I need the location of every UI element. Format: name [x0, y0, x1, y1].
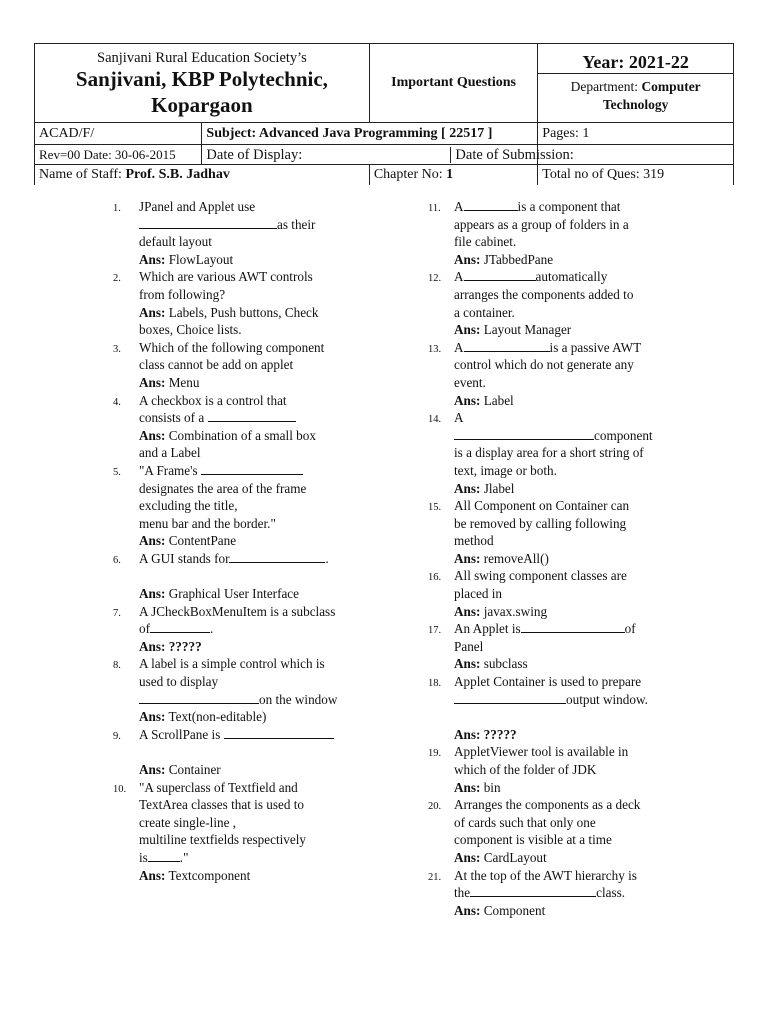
answer: Ans: javax.swing: [454, 603, 548, 619]
question-17: 17. An Applet is of Panel Ans: subclass: [428, 620, 678, 673]
department-label: Department:: [570, 79, 639, 94]
answer: Ans: ?????: [139, 638, 202, 654]
answer: Ans: Text(non-editable): [139, 709, 267, 725]
question-6: 6. A GUI stands for . Ans: Graphical User Interface: [113, 550, 375, 603]
header-table: [34, 43, 734, 185]
answer-blank: [208, 409, 296, 422]
question-19: 19. AppletViewer tool is available in which of the folder of JDK Ans: bin: [428, 743, 678, 796]
question-9: 9. A ScrollPane is Ans: Container: [113, 726, 375, 779]
question-16: 16. All swing component classes are placed in Ans: javax.swing: [428, 567, 678, 620]
question-3: 3. Which of the following component class cannot be add on applet Ans: Menu: [113, 339, 375, 392]
answer: Ans: CardLayout: [454, 849, 547, 865]
date-of-display: Date of Display:: [202, 147, 451, 163]
answer-blank: [139, 691, 259, 704]
question-10: 10. "A superclass of Textfield and TextArea classes that is used to create single-line , multiline textfields respectively is ." Ans: Textcomponent: [113, 779, 375, 885]
answer: Ans: FlowLayout: [139, 251, 234, 267]
question-2: 2. Which are various AWT controls from following? Ans: Labels, Push buttons, Check boxes, Choice lists.: [113, 268, 375, 338]
question-20: 20. Arranges the components as a deck of cards such that only one component is visible at a time Ans: CardLayout: [428, 796, 678, 866]
answer: Ans: ?????: [454, 726, 517, 742]
institute-cell: [35, 44, 370, 123]
answer: Ans: JTabbedPane: [454, 251, 554, 267]
answer: Ans: bin: [454, 779, 501, 795]
institute-name: Sanjivani, KBP Polytechnic, Kopargaon: [75, 66, 328, 117]
date-row: [202, 145, 574, 165]
question-8: 8. A label is a simple control which is used to display on the window Ans: Text(non-editable): [113, 655, 375, 725]
question-14: 14. A component is a display area for a short string of text, image or both. Ans: Jlabel: [428, 409, 678, 497]
answer: Ans: removeAll(): [454, 550, 549, 566]
answer: Ans: Jlabel: [454, 480, 515, 496]
answer: Ans: Label: [454, 392, 514, 408]
question-1: 1. JPanel and Applet use as their default layout Ans: FlowLayout: [113, 198, 375, 268]
question-15: 15. All Component on Container can be removed by calling following method Ans: removeAll(): [428, 497, 678, 567]
answer: Ans: Menu: [139, 374, 200, 390]
society-name: Sanjivani Rural Education Society’s: [97, 49, 307, 66]
answer-blank: [464, 198, 518, 211]
question-4: 4. A checkbox is a control that consists of a Ans: Combination of a small box and a Label: [113, 392, 375, 462]
answer-blank: [454, 691, 566, 704]
question-18: 18. Applet Container is used to prepare output window. Ans: ?????: [428, 673, 678, 743]
answer: Ans: subclass: [454, 656, 528, 672]
question-11: 11. A is a component that appears as a group of folders in a file cabinet. Ans: JTabbedPane: [428, 198, 678, 268]
year-label: Year: 2021-22: [538, 52, 733, 74]
question-5: 5. "A Frame's designates the area of the frame excluding the title, menu bar and the border." Ans: ContentPane: [113, 462, 375, 550]
answer: Ans: Component: [454, 902, 546, 918]
answer: Ans: Graphical User Interface: [139, 586, 300, 602]
date-of-submission: Date of Submission:: [455, 146, 574, 163]
total-questions: Total no of Ques: 319: [538, 165, 734, 185]
chapter-number: Chapter No: 1: [369, 165, 537, 185]
answer-blank: [464, 339, 550, 352]
question-12: 12. A automatically arranges the components added to a container. Ans: Layout Manager: [428, 268, 678, 338]
answer: Ans: Container: [139, 762, 221, 777]
question-21: 21. At the top of the AWT hierarchy is the class. Ans: Component: [428, 867, 678, 920]
answer-blank: [521, 620, 625, 633]
answer: Ans: Textcomponent: [139, 867, 251, 883]
answer-blank: [464, 268, 536, 281]
questions-left-column: [113, 198, 375, 884]
answer-blank: [150, 620, 210, 633]
answer-blank: [470, 884, 596, 897]
answer: Ans: Combination of a small box: [139, 427, 316, 443]
department-value: Computer Technology: [602, 79, 701, 112]
answer: Ans: ContentPane: [139, 533, 237, 549]
pages: Pages: 1: [538, 123, 734, 145]
subject: Subject: Advanced Java Programming [ 22517 ]: [202, 123, 538, 145]
answer-blank: [139, 216, 277, 229]
revision-date: Rev=00 Date: 30-06-2015: [35, 145, 202, 165]
year-department-cell: [538, 44, 734, 123]
answer: Ans: Labels, Push buttons, Check: [139, 304, 319, 320]
answer-blank: [454, 427, 594, 440]
answer-blank: [148, 849, 180, 862]
question-7: 7. A JCheckBoxMenuItem is a subclass of . Ans: ?????: [113, 603, 375, 656]
staff-name: Name of Staff: Prof. S.B. Jadhav: [35, 165, 370, 185]
answer-blank: [229, 550, 325, 563]
document-title: Important Questions: [369, 44, 537, 123]
department: [542, 78, 729, 114]
answer-blank: [201, 462, 303, 475]
questions-right-column: [428, 198, 678, 919]
answer-blank: [224, 726, 334, 739]
acad-code: ACAD/F/: [35, 123, 202, 145]
answer: Ans: Layout Manager: [454, 322, 572, 338]
question-13: 13. A is a passive AWT control which do not generate any event. Ans: Label: [428, 339, 678, 409]
